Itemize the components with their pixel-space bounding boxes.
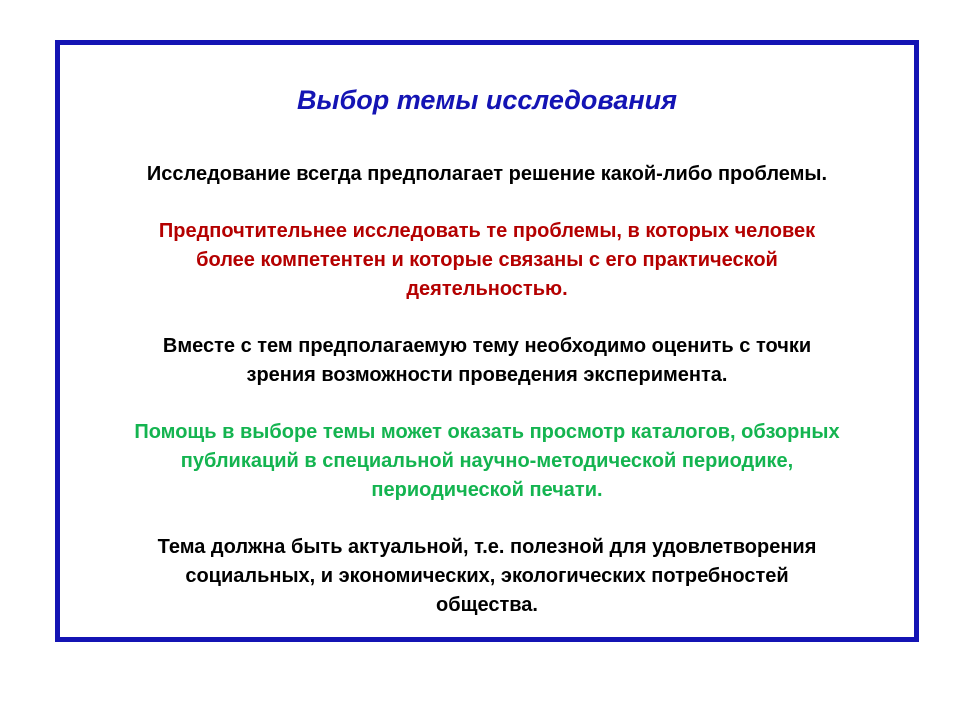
paragraph-line: публикаций в специальной научно-методической периодике, xyxy=(180,450,794,472)
paragraph-research-problem xyxy=(60,160,914,189)
slide-frame xyxy=(55,40,919,642)
paragraph-line: Исследование всегда предполагает решение какой-либо проблемы. xyxy=(146,163,828,185)
paragraph-line: Помощь в выборе темы может оказать просмотр каталогов, обзорных xyxy=(134,421,840,443)
paragraph-experiment-feasibility xyxy=(60,332,914,390)
paragraph-line: общества. xyxy=(436,594,538,616)
paragraph-line: зрения возможности проведения эксперимента. xyxy=(246,364,728,386)
slide-title: Выбор темы исследования xyxy=(296,85,678,115)
paragraph-line: более компетентен и которые связаны с его практической xyxy=(196,249,778,271)
paragraph-relevance xyxy=(60,533,914,620)
paragraph-line: социальных, и экономических, экологических потребностей xyxy=(185,565,789,587)
paragraph-catalog-help xyxy=(60,418,914,505)
paragraph-line: Тема должна быть актуальной, т.е. полезной для удовлетворения xyxy=(157,536,817,558)
paragraph-line: деятельностью. xyxy=(406,278,568,300)
paragraph-line: периодической печати. xyxy=(371,479,603,501)
paragraph-line: Предпочтительнее исследовать те проблемы, в которых человек xyxy=(158,220,816,242)
paragraph-line: Вместе с тем предполагаемую тему необходимо оценить с точки xyxy=(162,335,812,357)
paragraph-competence xyxy=(60,217,914,304)
